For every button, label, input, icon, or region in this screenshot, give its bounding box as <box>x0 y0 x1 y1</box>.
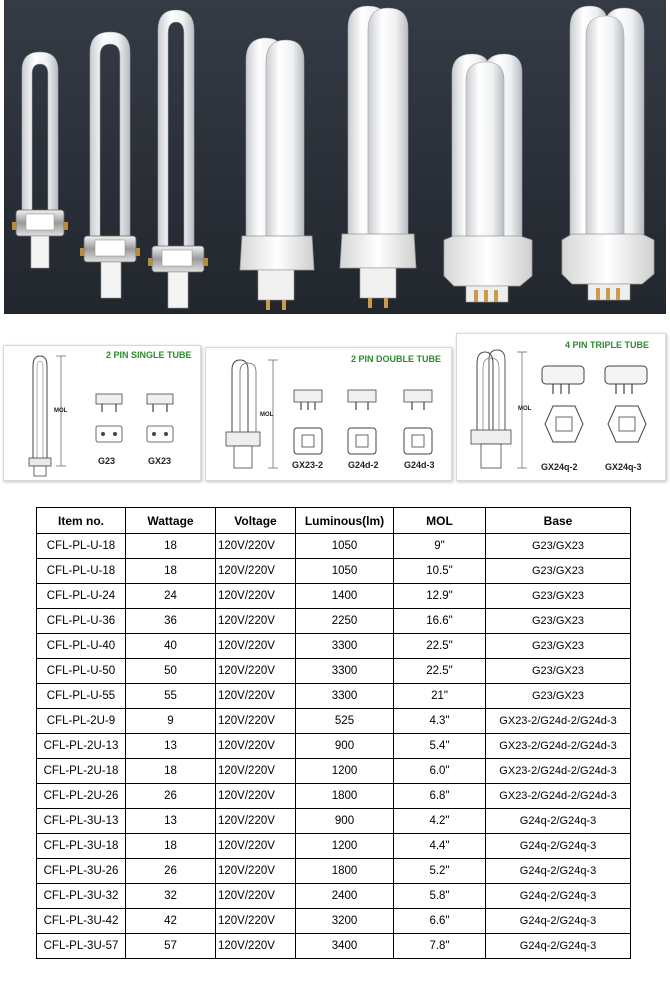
cell-base: G23/GX23 <box>486 534 631 559</box>
cell-wattage: 18 <box>126 759 216 784</box>
header-voltage: Voltage <box>216 508 296 534</box>
cell-mol: 6.6" <box>394 909 486 934</box>
triple-tube-title: 4 PIN TRIPLE TUBE <box>565 340 650 350</box>
cell-wattage: 57 <box>126 934 216 959</box>
cell-luminous: 3200 <box>296 909 394 934</box>
single-tube-title: 2 PIN SINGLE TUBE <box>106 350 192 360</box>
product-photo <box>4 0 666 314</box>
cell-mol: 12.9" <box>394 584 486 609</box>
cell-base: G23/GX23 <box>486 684 631 709</box>
cell-luminous: 3300 <box>296 634 394 659</box>
cell-mol: 5.8" <box>394 884 486 909</box>
table-row <box>37 809 631 834</box>
table-row <box>37 734 631 759</box>
triple-tube-mol-label: MOL <box>518 406 532 412</box>
cell-voltage: 120V/220V <box>216 559 296 584</box>
triple-tube-base-gx24q-3: GX24q-3 <box>605 462 642 472</box>
cell-mol: 4.2" <box>394 809 486 834</box>
spec-table <box>36 507 631 959</box>
cell-luminous: 2400 <box>296 884 394 909</box>
single-tube-base-gx23: GX23 <box>148 456 172 466</box>
cell-wattage: 13 <box>126 809 216 834</box>
cell-voltage: 120V/220V <box>216 584 296 609</box>
cell-item-no: CFL-PL-2U-18 <box>37 759 126 784</box>
cell-wattage: 32 <box>126 884 216 909</box>
cell-luminous: 1800 <box>296 784 394 809</box>
cell-voltage: 120V/220V <box>216 934 296 959</box>
cell-base: GX23-2/G24d-2/G24d-3 <box>486 734 631 759</box>
cell-item-no: CFL-PL-U-18 <box>37 559 126 584</box>
cell-wattage: 24 <box>126 584 216 609</box>
table-row <box>37 909 631 934</box>
cell-base: G24q-2/G24q-3 <box>486 859 631 884</box>
cell-base: G23/GX23 <box>486 559 631 584</box>
cell-item-no: CFL-PL-U-24 <box>37 584 126 609</box>
cell-voltage: 120V/220V <box>216 709 296 734</box>
table-row <box>37 559 631 584</box>
cell-mol: 22.5" <box>394 634 486 659</box>
cell-voltage: 120V/220V <box>216 809 296 834</box>
cell-base: GX23-2/G24d-2/G24d-3 <box>486 709 631 734</box>
cell-voltage: 120V/220V <box>216 684 296 709</box>
cell-luminous: 1400 <box>296 584 394 609</box>
cell-voltage: 120V/220V <box>216 609 296 634</box>
cell-voltage: 120V/220V <box>216 859 296 884</box>
cell-base: G24q-2/G24q-3 <box>486 809 631 834</box>
cell-base: G23/GX23 <box>486 584 631 609</box>
cell-luminous: 525 <box>296 709 394 734</box>
cell-mol: 10.5" <box>394 559 486 584</box>
cell-item-no: CFL-PL-3U-42 <box>37 909 126 934</box>
cell-wattage: 26 <box>126 859 216 884</box>
cell-base: GX23-2/G24d-2/G24d-3 <box>486 759 631 784</box>
cell-wattage: 40 <box>126 634 216 659</box>
cell-voltage: 120V/220V <box>216 659 296 684</box>
table-row <box>37 784 631 809</box>
double-tube-base-gx23-2: GX23-2 <box>292 460 324 470</box>
header-base: Base <box>486 508 631 534</box>
double-tube-title: 2 PIN DOUBLE TUBE <box>351 354 442 364</box>
cell-base: G24q-2/G24q-3 <box>486 834 631 859</box>
cell-voltage: 120V/220V <box>216 909 296 934</box>
cell-item-no: CFL-PL-2U-13 <box>37 734 126 759</box>
cell-voltage: 120V/220V <box>216 884 296 909</box>
cell-base: G24q-2/G24q-3 <box>486 934 631 959</box>
cell-mol: 16.6" <box>394 609 486 634</box>
lamp-pl-3u-large <box>562 6 654 300</box>
cell-wattage: 50 <box>126 659 216 684</box>
cell-mol: 4.4" <box>394 834 486 859</box>
cell-luminous: 1200 <box>296 834 394 859</box>
cell-item-no: CFL-PL-3U-18 <box>37 834 126 859</box>
cell-luminous: 900 <box>296 809 394 834</box>
cell-item-no: CFL-PL-U-50 <box>37 659 126 684</box>
table-row <box>37 859 631 884</box>
table-row <box>37 884 631 909</box>
cell-base: G24q-2/G24q-3 <box>486 909 631 934</box>
header-item-no: Item no. <box>37 508 126 534</box>
cell-item-no: CFL-PL-U-55 <box>37 684 126 709</box>
cell-mol: 9" <box>394 534 486 559</box>
cell-base: G23/GX23 <box>486 659 631 684</box>
table-row <box>37 609 631 634</box>
cell-mol: 6.8" <box>394 784 486 809</box>
spec-table-body <box>37 534 631 959</box>
diagram-triple-tube <box>456 333 666 481</box>
cell-voltage: 120V/220V <box>216 834 296 859</box>
lamp-pl-2u-small <box>240 38 314 310</box>
table-row <box>37 584 631 609</box>
table-row <box>37 534 631 559</box>
cell-mol: 7.8" <box>394 934 486 959</box>
cell-wattage: 55 <box>126 684 216 709</box>
cell-luminous: 1200 <box>296 759 394 784</box>
cell-mol: 6.0" <box>394 759 486 784</box>
table-header-row <box>37 508 631 534</box>
table-row <box>37 684 631 709</box>
cell-voltage: 120V/220V <box>216 759 296 784</box>
cell-luminous: 1050 <box>296 534 394 559</box>
double-tube-base-g24d-2: G24d-2 <box>348 460 379 470</box>
cell-luminous: 3300 <box>296 684 394 709</box>
single-tube-base-g23: G23 <box>98 456 116 466</box>
cell-wattage: 18 <box>126 834 216 859</box>
cell-item-no: CFL-PL-U-36 <box>37 609 126 634</box>
cell-base: G23/GX23 <box>486 634 631 659</box>
table-row <box>37 759 631 784</box>
single-tube-mol-label: MOL <box>54 408 68 414</box>
cell-luminous: 3400 <box>296 934 394 959</box>
cell-wattage: 13 <box>126 734 216 759</box>
cell-wattage: 18 <box>126 559 216 584</box>
cell-item-no: CFL-PL-3U-13 <box>37 809 126 834</box>
double-tube-base-g24d-3: G24d-3 <box>404 460 435 470</box>
cell-item-no: CFL-PL-3U-32 <box>37 884 126 909</box>
triple-tube-base-gx24q-2: GX24q-2 <box>541 462 578 472</box>
cell-item-no: CFL-PL-2U-9 <box>37 709 126 734</box>
lamp-pl-2u-large <box>340 6 416 308</box>
diagram-double-tube <box>205 347 452 481</box>
table-row <box>37 709 631 734</box>
cell-mol: 21" <box>394 684 486 709</box>
header-wattage: Wattage <box>126 508 216 534</box>
cell-base: GX23-2/G24d-2/G24d-3 <box>486 784 631 809</box>
diagram-single-tube <box>3 345 201 481</box>
cell-luminous: 2250 <box>296 609 394 634</box>
cell-item-no: CFL-PL-U-40 <box>37 634 126 659</box>
cell-mol: 5.4" <box>394 734 486 759</box>
cell-luminous: 1050 <box>296 559 394 584</box>
cell-luminous: 1800 <box>296 859 394 884</box>
cell-item-no: CFL-PL-3U-26 <box>37 859 126 884</box>
cell-item-no: CFL-PL-3U-57 <box>37 934 126 959</box>
cell-luminous: 900 <box>296 734 394 759</box>
double-tube-mol-label: MOL <box>260 412 274 418</box>
cell-item-no: CFL-PL-2U-26 <box>37 784 126 809</box>
cell-voltage: 120V/220V <box>216 784 296 809</box>
cell-mol: 5.2" <box>394 859 486 884</box>
cell-mol: 4.3" <box>394 709 486 734</box>
cell-voltage: 120V/220V <box>216 734 296 759</box>
header-mol: MOL <box>394 508 486 534</box>
cell-wattage: 26 <box>126 784 216 809</box>
cell-item-no: CFL-PL-U-18 <box>37 534 126 559</box>
cell-voltage: 120V/220V <box>216 634 296 659</box>
table-row <box>37 659 631 684</box>
product-photo-canvas <box>4 0 666 314</box>
table-row <box>37 934 631 959</box>
cell-wattage: 36 <box>126 609 216 634</box>
header-luminous: Luminous(lm) <box>296 508 394 534</box>
table-row <box>37 634 631 659</box>
cell-voltage: 120V/220V <box>216 534 296 559</box>
table-row <box>37 834 631 859</box>
cell-wattage: 9 <box>126 709 216 734</box>
triple-tube-drawing <box>457 334 665 480</box>
cell-luminous: 3300 <box>296 659 394 684</box>
cell-base: G24q-2/G24q-3 <box>486 884 631 909</box>
cell-mol: 22.5" <box>394 659 486 684</box>
cell-base: G23/GX23 <box>486 609 631 634</box>
lamp-pl-3u-small <box>444 54 532 302</box>
cell-wattage: 42 <box>126 909 216 934</box>
cell-wattage: 18 <box>126 534 216 559</box>
